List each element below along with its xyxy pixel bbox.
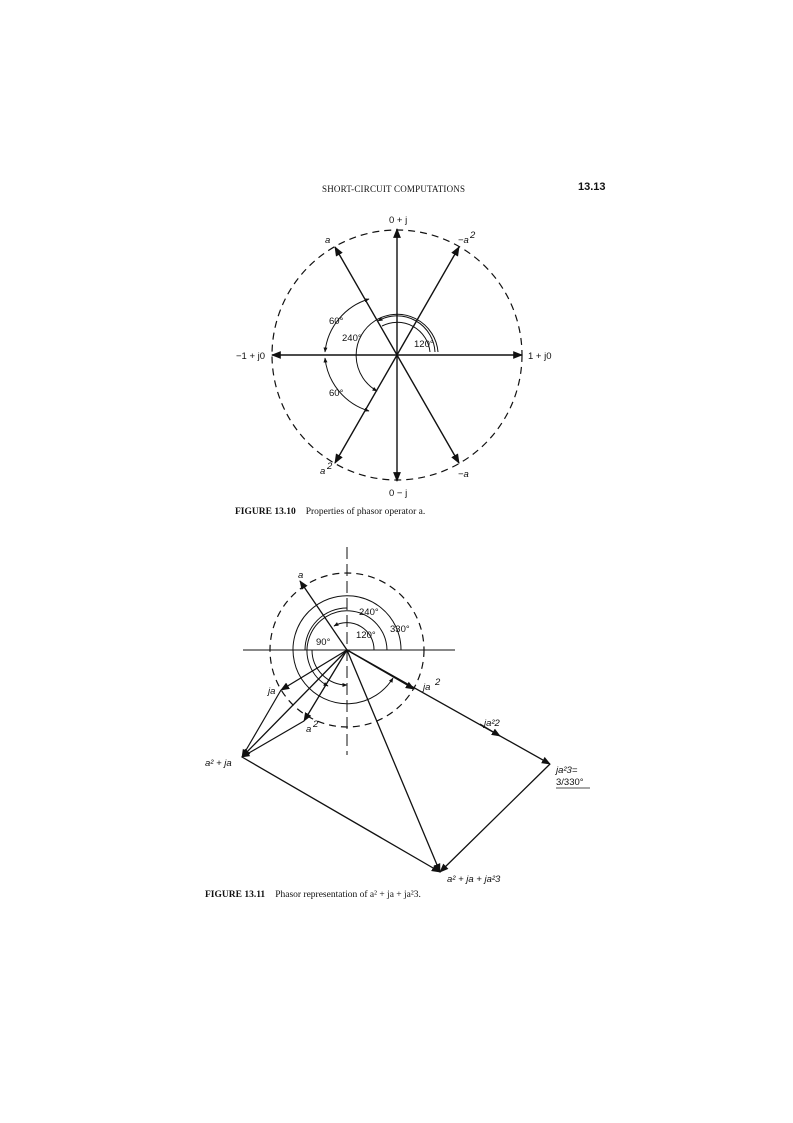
label-sum: a² + ja + ja²3 — [447, 874, 501, 885]
phasor-a2 — [335, 355, 397, 463]
figure-13-10-labels — [236, 215, 552, 499]
label-0-minus-j: 0 − j — [389, 488, 408, 499]
page-number: 13.13 — [578, 181, 606, 193]
figure-13-11-caption — [205, 890, 421, 900]
label-a2-fig2: a — [306, 724, 312, 735]
label-angle-60-top: 60° — [329, 316, 344, 327]
label-angle-120-fig2: 120° — [356, 630, 376, 641]
phasor-a2-2 — [304, 650, 347, 721]
figure-13-10-caption — [235, 507, 425, 517]
figure-13-10-caption-text: Properties of phasor operator a. — [305, 507, 426, 517]
label-a-fig2: a — [298, 570, 304, 581]
label-ja: ja — [268, 686, 276, 697]
label-neg-a: −a — [458, 469, 469, 480]
label-a2: a — [320, 466, 326, 477]
label-neg-a2: −a — [458, 235, 469, 246]
label-angle-90-fig2: 90° — [316, 637, 331, 648]
figure-13-11 — [242, 547, 550, 872]
figure-13-11-labels — [205, 570, 590, 885]
figure-13-11-caption-text: Phasor representation of a² + ja + ja²3. — [275, 890, 421, 900]
running-header-title: SHORT-CIRCUIT COMPUTATIONS — [322, 184, 466, 194]
label-a2-sup: 2 — [327, 461, 333, 472]
label-angle-120: 120° — [414, 339, 434, 350]
phasor-neg-a — [397, 355, 459, 463]
figure-13-10-caption-number: FIGURE 13.10 — [235, 507, 296, 517]
phasor-ja2-3 — [347, 650, 550, 764]
construct-a2-to-sum — [242, 721, 304, 757]
label-ja2-2: ja²2 — [484, 718, 500, 729]
label-ja2-3: ja²3= — [556, 765, 578, 776]
label-ja2: ja — [423, 682, 431, 693]
figure-13-11-caption-number: FIGURE 13.11 — [205, 890, 266, 900]
label-angle-240: 240° — [342, 333, 362, 344]
label-ja2-3-value: 3/330° — [556, 777, 584, 788]
arc-60-bottom — [325, 358, 369, 411]
label-neg-a2-sup: 2 — [470, 230, 476, 241]
label-a2-plus-ja: a² + ja — [205, 758, 232, 769]
label-minus-1-plus-j0: −1 + j0 — [236, 351, 266, 362]
label-0-plus-j: 0 + j — [389, 215, 408, 226]
label-angle-330-fig2: 330° — [390, 624, 410, 635]
label-1-plus-j0: 1 + j0 — [528, 351, 552, 362]
construct-base — [242, 757, 440, 872]
label-angle-60-bottom: 60° — [329, 388, 344, 399]
construct-right — [440, 764, 550, 872]
figure-13-10 — [272, 229, 522, 481]
label-a2-sup-fig2: 2 — [313, 719, 319, 730]
label-a: a — [325, 235, 331, 246]
phasor-a2-plus-ja — [242, 650, 347, 757]
label-angle-240-fig2: 240° — [359, 607, 379, 618]
label-ja2-sup: 2 — [435, 677, 441, 688]
